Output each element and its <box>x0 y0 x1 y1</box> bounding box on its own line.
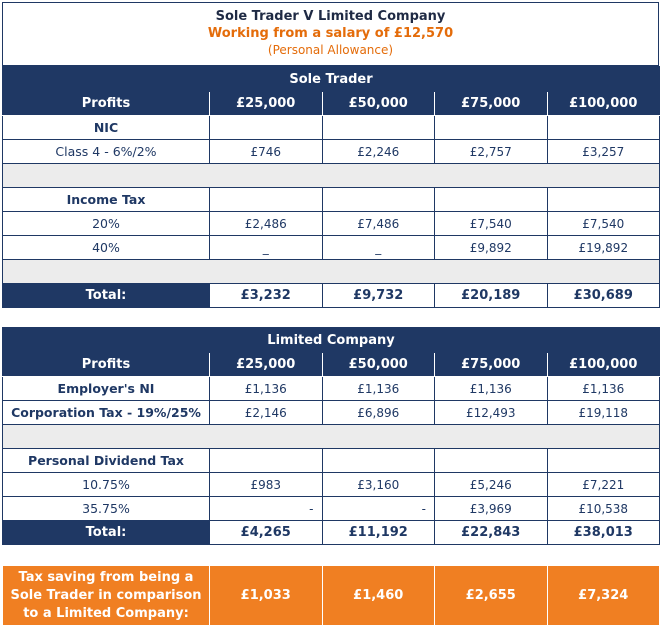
cell: £3,257 <box>547 140 660 164</box>
cell: - <box>322 497 435 521</box>
cell: £6,896 <box>322 401 435 425</box>
row-label: Class 4 - 6%/2% <box>3 140 210 164</box>
nic-label: NIC <box>3 116 210 140</box>
column-header: £75,000 <box>435 353 548 377</box>
saving-cell: £1,460 <box>322 566 435 626</box>
cell <box>322 116 435 140</box>
row-label: 35.75% <box>3 497 210 521</box>
cell: £12,493 <box>435 401 548 425</box>
table-row <box>3 67 660 92</box>
income-tax-label: Income Tax <box>3 188 210 212</box>
row-label: Employer's NI <box>3 377 210 401</box>
table-row <box>3 140 660 164</box>
cell: £10,538 <box>547 497 660 521</box>
column-header: £100,000 <box>547 353 660 377</box>
table-row <box>3 116 660 140</box>
sole-trader-section <box>2 66 659 308</box>
cell <box>435 449 548 473</box>
spacer-cell <box>3 164 660 188</box>
tax-saving-label: Tax saving from being a Sole Trader in comparison to a Limited Company: <box>3 566 210 626</box>
cell: £9,892 <box>435 236 548 260</box>
cell: £1,136 <box>435 377 548 401</box>
cell <box>322 449 435 473</box>
table-row <box>3 212 660 236</box>
total-row <box>3 521 660 545</box>
cell: £7,221 <box>547 473 660 497</box>
table-row <box>3 236 660 260</box>
sole-trader-heading: Sole Trader <box>3 67 660 92</box>
cell <box>322 188 435 212</box>
cell: £7,540 <box>547 212 660 236</box>
saving-cell: £7,324 <box>547 566 660 626</box>
cell: £7,486 <box>322 212 435 236</box>
total-cell: £38,013 <box>547 521 660 545</box>
column-header: £100,000 <box>547 92 660 116</box>
table-row <box>3 377 660 401</box>
cell: £3,160 <box>322 473 435 497</box>
table-row <box>3 188 660 212</box>
spacer-row <box>3 260 660 284</box>
total-cell: £4,265 <box>210 521 323 545</box>
cell <box>210 116 323 140</box>
cell: - <box>210 497 323 521</box>
cell: £746 <box>210 140 323 164</box>
cell <box>547 116 660 140</box>
limited-company-section <box>2 327 659 545</box>
cell <box>435 116 548 140</box>
total-cell: £11,192 <box>322 521 435 545</box>
cell: £2,246 <box>322 140 435 164</box>
saving-cell: £1,033 <box>210 566 323 626</box>
saving-cell: £2,655 <box>435 566 548 626</box>
cell: £5,246 <box>435 473 548 497</box>
cell <box>547 449 660 473</box>
table-row <box>3 449 660 473</box>
total-label: Total: <box>3 284 210 308</box>
cell: £1,136 <box>547 377 660 401</box>
cell: £19,892 <box>547 236 660 260</box>
total-cell: £9,732 <box>322 284 435 308</box>
table-row <box>3 328 660 353</box>
cell: £2,757 <box>435 140 548 164</box>
column-header: £75,000 <box>435 92 548 116</box>
cell: £2,146 <box>210 401 323 425</box>
cell <box>435 188 548 212</box>
cell: £1,136 <box>210 377 323 401</box>
cell: £983 <box>210 473 323 497</box>
row-label: 40% <box>3 236 210 260</box>
total-cell: £22,843 <box>435 521 548 545</box>
table-row <box>3 473 660 497</box>
column-header: £50,000 <box>322 353 435 377</box>
table-row <box>3 497 660 521</box>
spacer-cell <box>3 260 660 284</box>
cell: _ <box>210 236 323 260</box>
column-header: £25,000 <box>210 353 323 377</box>
row-label: Corporation Tax - 19%/25% <box>3 401 210 425</box>
row-label: 20% <box>3 212 210 236</box>
total-label: Total: <box>3 521 210 545</box>
profits-header: Profits <box>3 353 210 377</box>
tax-saving-row <box>3 566 660 626</box>
spacer-cell <box>3 425 660 449</box>
total-cell: £30,689 <box>547 284 660 308</box>
spacer-row <box>3 425 660 449</box>
cell: _ <box>322 236 435 260</box>
page-title: Sole Trader V Limited Company <box>215 9 446 24</box>
spacer-row <box>3 164 660 188</box>
cell <box>210 449 323 473</box>
column-header: £25,000 <box>210 92 323 116</box>
cell <box>210 188 323 212</box>
table-row <box>3 353 660 377</box>
cell: £7,540 <box>435 212 548 236</box>
cell: £3,969 <box>435 497 548 521</box>
page-subtitle: Working from a salary of £12,570 <box>207 26 454 41</box>
limited-company-heading: Limited Company <box>3 328 660 353</box>
table-row <box>3 401 660 425</box>
cell: £1,136 <box>322 377 435 401</box>
title-box <box>2 2 659 66</box>
tax-saving-table <box>2 565 660 626</box>
total-row <box>3 284 660 308</box>
page-subtitle-note: (Personal Allowance) <box>267 43 394 57</box>
profits-header: Profits <box>3 92 210 116</box>
sole-trader-table <box>2 66 660 308</box>
limited-company-table <box>2 327 660 545</box>
column-header: £50,000 <box>322 92 435 116</box>
total-cell: £20,189 <box>435 284 548 308</box>
cell: £2,486 <box>210 212 323 236</box>
cell: £19,118 <box>547 401 660 425</box>
tax-saving-section <box>2 565 659 626</box>
table-row <box>3 92 660 116</box>
row-label: 10.75% <box>3 473 210 497</box>
dividend-tax-label: Personal Dividend Tax <box>3 449 210 473</box>
total-cell: £3,232 <box>210 284 323 308</box>
cell <box>547 188 660 212</box>
